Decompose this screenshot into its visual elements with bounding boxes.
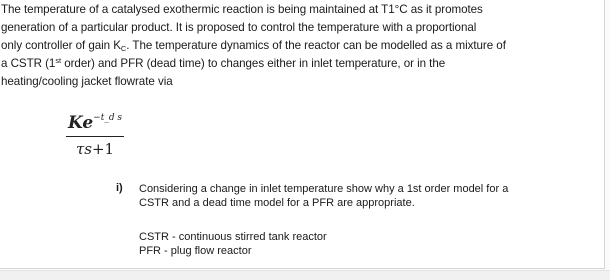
problem-statement [1, 1, 601, 91]
formula-exponent: −t_d s [93, 113, 123, 123]
question-number: i) [116, 182, 123, 194]
formula-denominator: τs+1 [75, 140, 115, 158]
glossary-line: CSTR - continuous stirred tank reactor [139, 231, 327, 243]
gain-subscript: C [120, 44, 127, 54]
question-line: CSTR and a dead time model for a PFR are appropriate. [139, 197, 415, 209]
paragraph-line: a CSTR (1st order) and PFR (dead time) to changes either in inlet temperature, or in the [1, 56, 446, 71]
fraction-bar [66, 136, 124, 137]
formula-numerator: $Ke^{-t\_d s}$ [67, 113, 123, 133]
ordinal-superscript: st [55, 56, 62, 66]
glossary-line: PFR - plug flow reactor [139, 245, 252, 257]
paragraph-line: only controller of gain $K_C$. The temperature dynamics of the reactor can be modelled as a mixture of [1, 39, 506, 54]
abbreviation-glossary [139, 230, 327, 258]
paragraph-line: generation of a particular product. It is proposed to control the temperature with a proportional [1, 21, 477, 35]
question-text [139, 182, 508, 210]
transfer-function-formula [66, 114, 124, 158]
paragraph-line: heating/cooling jacket flowrate via [1, 75, 173, 89]
page-bottom-edge [0, 270, 610, 280]
paragraph-line: The temperature of a catalysed exothermic reaction is being maintained at T1°C as it promotes [1, 3, 483, 16]
question-line: Considering a change in inlet temperature show why a 1st order model for a [139, 183, 509, 195]
